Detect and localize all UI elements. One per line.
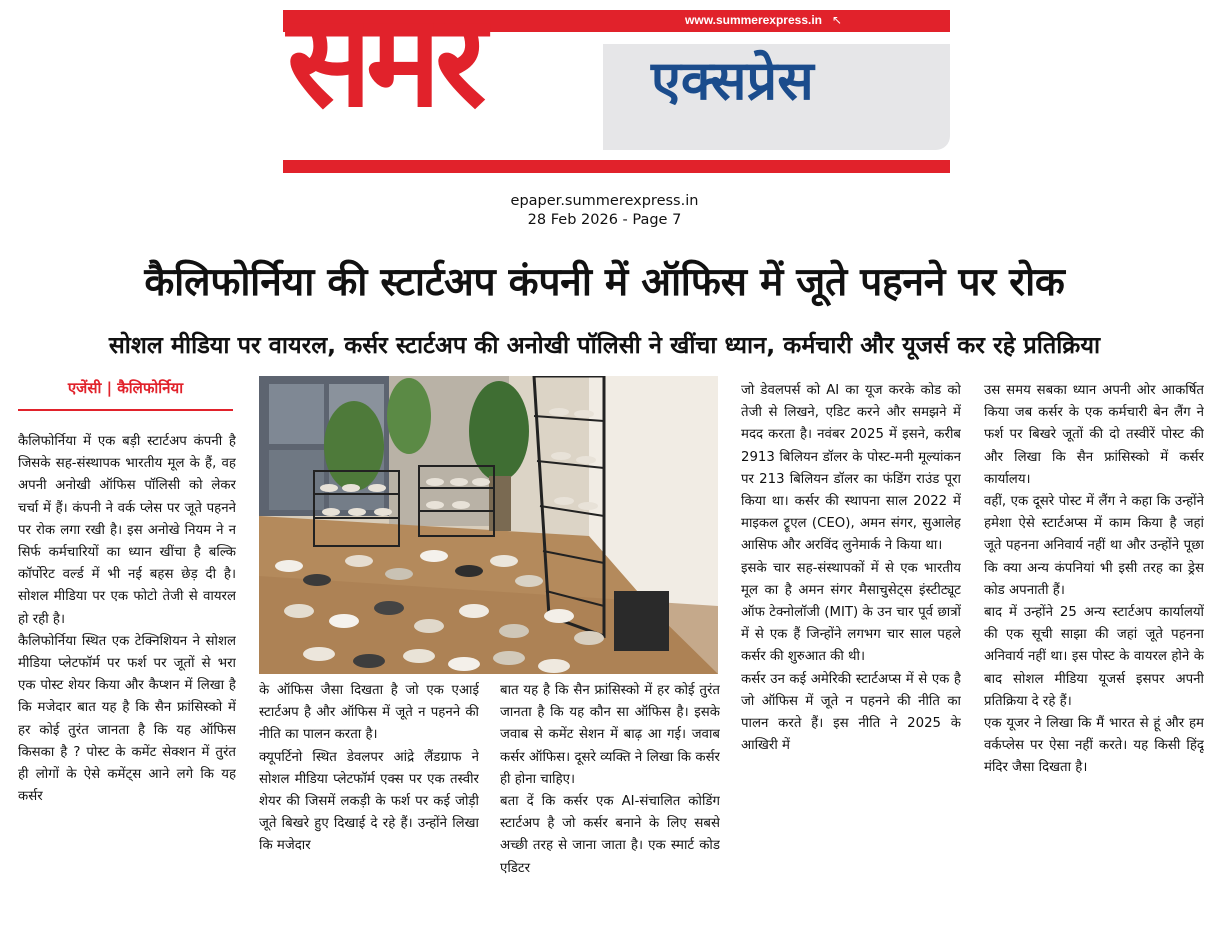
dateline: एजेंसी | कैलिफोर्निया bbox=[18, 377, 233, 411]
paragraph: कैलिफोर्निया स्थित एक टेक्निशियन ने सोशल मीडिया प्लेटफॉर्म पर फर्श पर जूतों से भरा एक पोस्ट शेयर किया और कैप्शन में लिखा है कि मजेदार बात यह है कि सैन फ्रांसिस्को में हर कोई तुरंत जानता है कि यह ऑफिस किसका है ? पोस्ट के कमेंट सेक्शन में तुरंत ही लोगों के ऐसे कमेंट्स आने लगे कि यह कर्सर bbox=[18, 633, 236, 805]
article-column-5 bbox=[984, 380, 1204, 934]
paragraph: क्यूपर्टिनो स्थित डेवलपर आंद्रे लैंडग्राफ ने सोशल मीडिया प्लेटफॉर्म एक्स पर एक तस्वीर शेयर की जिसमें लकड़ी के फर्श पर कई जोड़ी जूते बिखरे हुए दिखाई दे रहे हैं। उन्होंने लिखा कि मजेदार bbox=[259, 749, 479, 854]
article-column-3 bbox=[500, 680, 720, 934]
headline: कैलिफोर्निया की स्टार्टअप कंपनी में ऑफिस में जूते पहनने पर रोक bbox=[144, 260, 1065, 305]
paragraph: बात यह है कि सैन फ्रांसिस्को में हर कोई तुरंत जानता है कि यह कौन सा ऑफिस है। इसके जवाब से कमेंट सेशन में बाढ़ आ गई। जवाब कर्सर ऑफिस। दूसरे व्यक्ति ने लिखा कि कर्सर ही होना चाहिए। bbox=[500, 683, 720, 787]
article-photo bbox=[259, 376, 718, 674]
masthead-title-primary: समर bbox=[287, 0, 481, 136]
edition-info bbox=[0, 192, 1209, 230]
edition-date-page: 28 Feb 2026 - Page 7 bbox=[527, 212, 682, 228]
masthead-bottom-bar bbox=[283, 160, 950, 173]
paragraph: इसके चार सह-संस्थापकों में से एक भारतीय मूल का है अमन संगर मैसाचुसेट्स इंस्टीट्यूट ऑफ टेक्नोलॉजी (MIT) के उन चार पूर्व छात्रों में से एक हैं जिन्होंने लगभग चार साल पहले कर्सर की शुरुआत की थी। bbox=[741, 560, 961, 665]
masthead-title-secondary: एक्सप्रेस bbox=[651, 49, 814, 112]
paragraph: कैलिफोर्निया में एक बड़ी स्टार्टअप कंपनी है जिसके सह-संस्थापक भारतीय मूल के हैं, वह अपनी अनोखी ऑफिस पॉलिसी को लेकर चर्चा में हैं। कंपनी ने वर्क प्लेस पर जूते पहनने पर रोक लगा रखी है। इस अनोखे नियम ने न सिर्फ कर्मचारियों का ध्यान खींचा है बल्कि कॉर्पोरेट वर्ल्ड में भी नई बहस छेड़ दी है। सोशल मीडिया पर एक फोटो तेजी से वायरल हो रही है। bbox=[18, 434, 236, 627]
paragraph: वहीं, एक दूसरे पोस्ट में लैंग ने कहा कि उन्होंने हमेशा ऐसे स्टार्टअप्स में काम किया है जहां जूते पहनना अनिवार्य नहीं था और उन्होंने पूछा कि क्या अन्य कंपनियां भी इसी तरह का ड्रेस कोड अपनाती हैं। bbox=[984, 494, 1204, 598]
paragraph: जो डेवलपर्स को AI का यूज करके कोड को तेजी से लिखने, एडिट करने और समझने में मदद करता है। नवंबर 2025 में इसने, करीब 2913 बिलियन डॉलर के पोस्ट-मनी मूल्यांकन पर 213 बिलियन डॉलर का फंडिंग राउंड पूरा किया था। कर्सर की स्थापना साल 2022 में माइकल ट्रूएल (CEO), अमन संगर, सुआलेह आसिफ और अरविंद लुनेमार्क ने किया था। bbox=[741, 383, 961, 554]
shoes-on-floor-image bbox=[259, 376, 718, 674]
paragraph: के ऑफिस जैसा दिखता है जो एक एआई स्टार्टअप है और ऑफिस में जूते न पहनने की नीति का पालन करता है। bbox=[259, 683, 479, 743]
subheadline: सोशल मीडिया पर वायरल, कर्सर स्टार्टअप की अनोखी पॉलिसी ने खींचा ध्यान, कर्मचारी और यूजर्स कर रहे प्रतिक्रिया bbox=[108, 331, 1101, 359]
paragraph: बता दें कि कर्सर एक AI-संचालित कोडिंग स्टार्टअप है जो कर्सर बनाने के लिए सबसे अच्छी तरह से जाना जाता है। एक स्मार्ट कोड एडिटर bbox=[500, 794, 720, 876]
edition-site[interactable]: epaper.summerexpress.in bbox=[510, 193, 699, 209]
paragraph: उस समय सबका ध्यान अपनी ओर आकर्षित किया जब कर्सर के एक कर्मचारी बेन लैंग ने फर्श पर बिखरे जूतों की दो तस्वीरें पोस्ट की और लिखा कि सैन फ्रांसिस्को में कर्सर कार्यालय। bbox=[984, 383, 1204, 487]
paragraph: कर्सर उन कई अमेरिकी स्टार्टअप्स में से एक है जो ऑफिस में जूते न पहनने की नीति का पालन करते हैं। इस नीति ने 2025 के आखिरी में bbox=[741, 671, 961, 754]
article-column-4 bbox=[741, 380, 961, 934]
paragraph: एक यूजर ने लिखा कि मैं भारत से हूं और हम वर्कप्लेस पर ऐसा नहीं करते। यह किसी हिंदू मंदिर जैसा दिखता है। bbox=[984, 716, 1204, 776]
article-column-2 bbox=[259, 680, 479, 934]
paragraph: बाद में उन्होंने 25 अन्य स्टार्टअप कार्यालयों की एक सूची साझा की जहां जूते पहनना अनिवार्य नहीं था। इस पोस्ट के वायरल होने के बाद सोशल मीडिया यूजर्स इसपर अपनी प्रतिक्रिया दे रहे हैं। bbox=[984, 605, 1204, 709]
masthead bbox=[283, 0, 950, 173]
masthead-url[interactable]: www.summerexpress.in bbox=[685, 13, 822, 27]
article-column-1 bbox=[18, 431, 236, 934]
cursor-arrow-icon: ↖ bbox=[831, 13, 842, 27]
